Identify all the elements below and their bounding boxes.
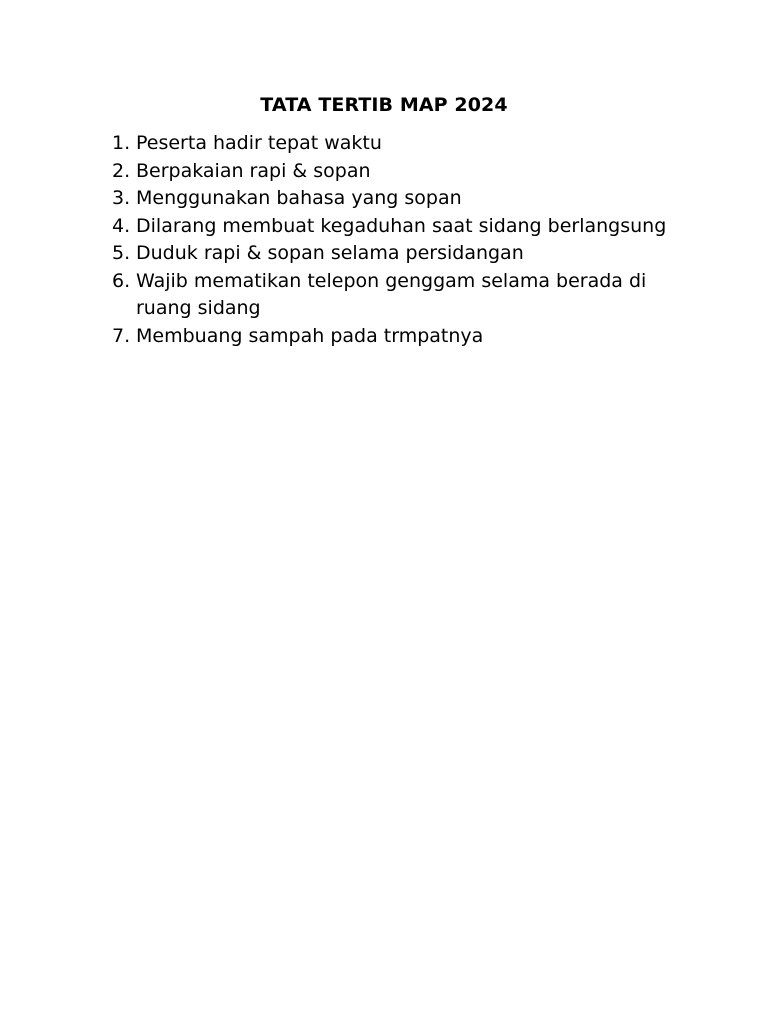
list-item-text: Membuang sampah pada trmpatnya xyxy=(136,324,484,347)
list-item-number: 6. xyxy=(112,269,131,292)
list-item-text: Wajib mematikan telepon genggam selama berada di ruang sidang xyxy=(136,269,647,319)
list-item xyxy=(112,240,692,268)
page-title: TATA TERTIB MAP 2024 xyxy=(260,94,508,116)
rules-list xyxy=(112,130,692,350)
list-item-text: Menggunakan bahasa yang sopan xyxy=(136,187,462,209)
list-item xyxy=(112,213,692,241)
list-item xyxy=(112,268,692,323)
list-item-number: 1. xyxy=(112,132,131,154)
list-item-text: Dilarang membuat kegaduhan saat sidang berlangsung xyxy=(136,214,667,237)
list-item xyxy=(112,185,692,213)
list-item-number: 4. xyxy=(112,214,131,237)
list-item-number: 3. xyxy=(112,187,131,209)
list-item-text: Duduk rapi & sopan selama persidangan xyxy=(136,242,524,264)
list-item xyxy=(112,158,692,186)
list-item xyxy=(112,130,692,158)
list-item xyxy=(112,323,692,351)
list-item-text: Peserta hadir tepat waktu xyxy=(136,132,382,154)
list-item-number: 5. xyxy=(112,242,131,264)
list-item-number: 2. xyxy=(112,159,131,182)
list-item-number: 7. xyxy=(112,324,131,347)
list-item-text: Berpakaian rapi & sopan xyxy=(136,159,371,182)
